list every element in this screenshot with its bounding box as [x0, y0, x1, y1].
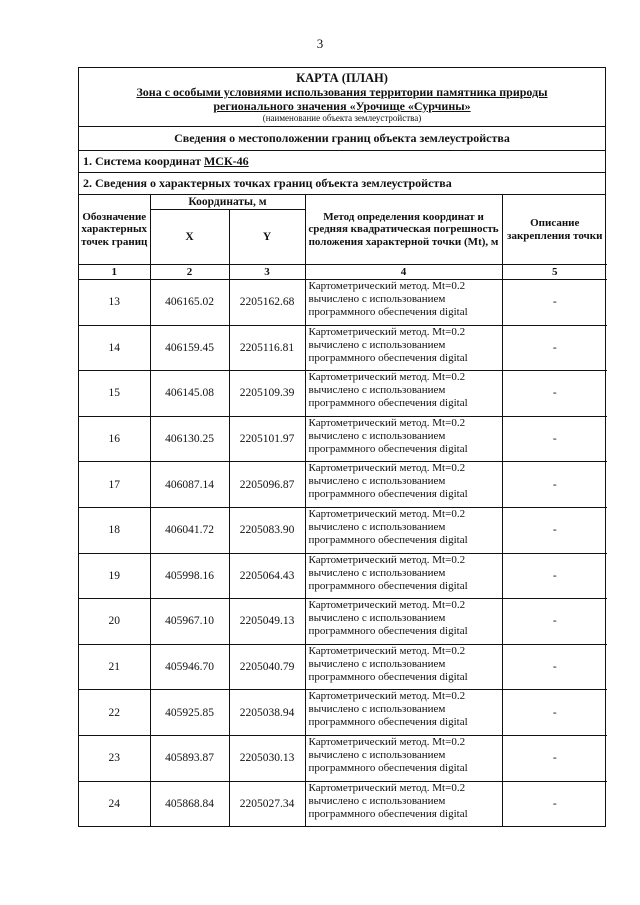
description-cell: - — [502, 690, 607, 736]
description-cell: - — [502, 553, 607, 599]
page-number: 3 — [316, 36, 324, 51]
method-line: вычислено с использованием — [308, 794, 446, 807]
y-coordinate-cell: 2205101.97 — [229, 416, 305, 462]
method-cell — [305, 644, 502, 690]
table-row — [79, 416, 607, 462]
x-coordinate-cell: 405925.85 — [150, 690, 229, 736]
y-coordinate-cell: 2205064.43 — [229, 553, 305, 599]
table-row — [79, 690, 607, 736]
method-line: вычислено с использованием — [308, 293, 446, 305]
method-line: Картометрический метод. Mt=0.2 — [308, 553, 466, 566]
coord-system-value: МСК-46 — [203, 154, 249, 168]
method-line: программного обеспечения digital — [308, 533, 468, 546]
y-coordinate-cell: 2205038.94 — [229, 690, 305, 736]
document-frame — [78, 67, 606, 827]
method-cell — [305, 280, 502, 326]
method-cell — [305, 690, 502, 736]
method-line: вычислено с использованием — [308, 748, 446, 761]
x-coordinate-cell: 405893.87 — [150, 735, 229, 781]
method-line: вычислено с использованием — [308, 475, 446, 488]
method-cell — [305, 325, 502, 371]
description-cell: - — [502, 644, 607, 690]
y-coordinate-cell: 2205096.87 — [229, 462, 305, 508]
description-cell: - — [502, 462, 607, 508]
method-line: программного обеспечения digital — [308, 716, 468, 729]
table-row — [79, 507, 607, 553]
point-id-cell: 17 — [79, 462, 150, 508]
header-point-id: Обозначение характерных точек границ — [79, 195, 150, 265]
y-coordinate-cell: 2205027.34 — [229, 781, 305, 826]
table-row — [79, 644, 607, 690]
x-coordinate-cell: 406130.25 — [150, 416, 229, 462]
method-line: программного обеспечения digital — [308, 807, 468, 820]
method-line: Картометрический метод. Mt=0.2 — [308, 507, 466, 520]
col-number-5: 5 — [502, 265, 607, 280]
method-line: вычислено с использованием — [308, 612, 446, 625]
point-id-cell: 20 — [79, 599, 150, 645]
method-line: Картометрический метод. Mt=0.2 — [308, 416, 466, 429]
method-line: программного обеспечения digital — [308, 351, 468, 364]
point-id-cell: 21 — [79, 644, 150, 690]
section-title: Сведения о местоположении границ объекта землеустройства — [79, 127, 605, 151]
table-row — [79, 599, 607, 645]
method-line: вычислено с использованием — [308, 384, 446, 397]
header-y: Y — [229, 210, 305, 265]
description-cell: - — [502, 599, 607, 645]
method-line: Картометрический метод. Mt=0.2 — [308, 644, 466, 657]
object-name-caption: (наименование объекта землеустройства) — [262, 113, 422, 123]
description-cell: - — [502, 781, 607, 826]
header-method: Метод определения координат и средняя квадратическая погрешность положения характерной точки (Mt), м — [305, 195, 502, 265]
method-cell — [305, 416, 502, 462]
method-cell — [305, 735, 502, 781]
method-line: Картометрический метод. Mt=0.2 — [308, 781, 466, 794]
table-row — [79, 371, 607, 417]
coord-system-label: 1. Система координат — [83, 154, 201, 168]
method-line: вычислено с использованием — [308, 703, 446, 716]
method-line: программного обеспечения digital — [308, 579, 468, 592]
method-line: программного обеспечения digital — [308, 761, 468, 774]
method-line: программного обеспечения digital — [308, 442, 468, 455]
y-coordinate-cell: 2205116.81 — [229, 325, 305, 371]
method-line: вычислено с использованием — [308, 657, 446, 670]
description-cell: - — [502, 280, 607, 326]
document-title: КАРТА (ПЛАН) — [296, 71, 388, 85]
point-id-cell: 24 — [79, 781, 150, 826]
y-coordinate-cell: 2205083.90 — [229, 507, 305, 553]
method-cell — [305, 371, 502, 417]
col-number-2: 2 — [150, 265, 229, 280]
description-cell: - — [502, 507, 607, 553]
col-number-4: 4 — [305, 265, 502, 280]
point-id-cell: 14 — [79, 325, 150, 371]
method-cell — [305, 507, 502, 553]
header-x: X — [150, 210, 229, 265]
y-coordinate-cell: 2205109.39 — [229, 371, 305, 417]
x-coordinate-cell: 406041.72 — [150, 507, 229, 553]
point-id-cell: 23 — [79, 735, 150, 781]
document-header — [79, 68, 605, 127]
x-coordinate-cell: 406165.02 — [150, 280, 229, 326]
table-row — [79, 280, 607, 326]
table-row — [79, 325, 607, 371]
method-line: Картометрический метод. Mt=0.2 — [308, 462, 466, 475]
col-number-1: 1 — [79, 265, 150, 280]
y-coordinate-cell: 2205030.13 — [229, 735, 305, 781]
method-line: вычислено с использованием — [308, 429, 446, 442]
x-coordinate-cell: 405946.70 — [150, 644, 229, 690]
method-line: вычислено с использованием — [308, 520, 446, 533]
x-coordinate-cell: 405868.84 — [150, 781, 229, 826]
method-cell — [305, 599, 502, 645]
x-coordinate-cell: 405998.16 — [150, 553, 229, 599]
header-coordinates: Координаты, м — [150, 195, 305, 210]
method-cell — [305, 553, 502, 599]
method-cell — [305, 462, 502, 508]
x-coordinate-cell: 406159.45 — [150, 325, 229, 371]
method-line: вычислено с использованием — [308, 566, 446, 579]
method-line: программного обеспечения digital — [308, 625, 468, 638]
object-name-line-2: регионального значения «Урочище «Сурчины» — [213, 99, 471, 113]
points-section-title: 2. Сведения о характерных точках границ объекта землеустройства — [79, 173, 605, 195]
x-coordinate-cell: 406145.08 — [150, 371, 229, 417]
table-row — [79, 735, 607, 781]
point-id-cell: 18 — [79, 507, 150, 553]
method-line: Картометрический метод. Mt=0.2 — [308, 735, 466, 748]
point-id-cell: 13 — [79, 280, 150, 326]
x-coordinate-cell: 405967.10 — [150, 599, 229, 645]
object-name-line-1: Зона с особыми условиями использования территории памятника природы — [136, 85, 548, 99]
header-description: Описание закрепления точки — [502, 195, 607, 265]
point-id-cell: 15 — [79, 371, 150, 417]
y-coordinate-cell: 2205040.79 — [229, 644, 305, 690]
point-id-cell: 16 — [79, 416, 150, 462]
method-line: программного обеспечения digital — [308, 397, 468, 410]
point-id-cell: 22 — [79, 690, 150, 736]
point-id-cell: 19 — [79, 553, 150, 599]
description-cell: - — [502, 416, 607, 462]
y-coordinate-cell: 2205162.68 — [229, 280, 305, 326]
table-row — [79, 553, 607, 599]
y-coordinate-cell: 2205049.13 — [229, 599, 305, 645]
method-line: вычислено с использованием — [308, 338, 446, 351]
description-cell: - — [502, 325, 607, 371]
description-cell: - — [502, 735, 607, 781]
method-line: программного обеспечения digital — [308, 488, 468, 501]
x-coordinate-cell: 406087.14 — [150, 462, 229, 508]
method-line: Картометрический метод. Mt=0.2 — [308, 690, 466, 703]
method-cell — [305, 781, 502, 826]
table-row — [79, 781, 607, 826]
table-row — [79, 462, 607, 508]
col-number-3: 3 — [229, 265, 305, 280]
description-cell: - — [502, 371, 607, 417]
method-line: Картометрический метод. Mt=0.2 — [308, 371, 466, 384]
method-line: программного обеспечения digital — [308, 670, 468, 683]
method-line: Картометрический метод. Mt=0.2 — [308, 599, 466, 612]
coord-system-row — [79, 151, 605, 173]
method-line: Картометрический метод. Mt=0.2 — [308, 280, 466, 292]
method-line: программного обеспечения digital — [308, 306, 468, 318]
method-line: Картометрический метод. Mt=0.2 — [308, 325, 466, 338]
points-table — [79, 195, 607, 826]
